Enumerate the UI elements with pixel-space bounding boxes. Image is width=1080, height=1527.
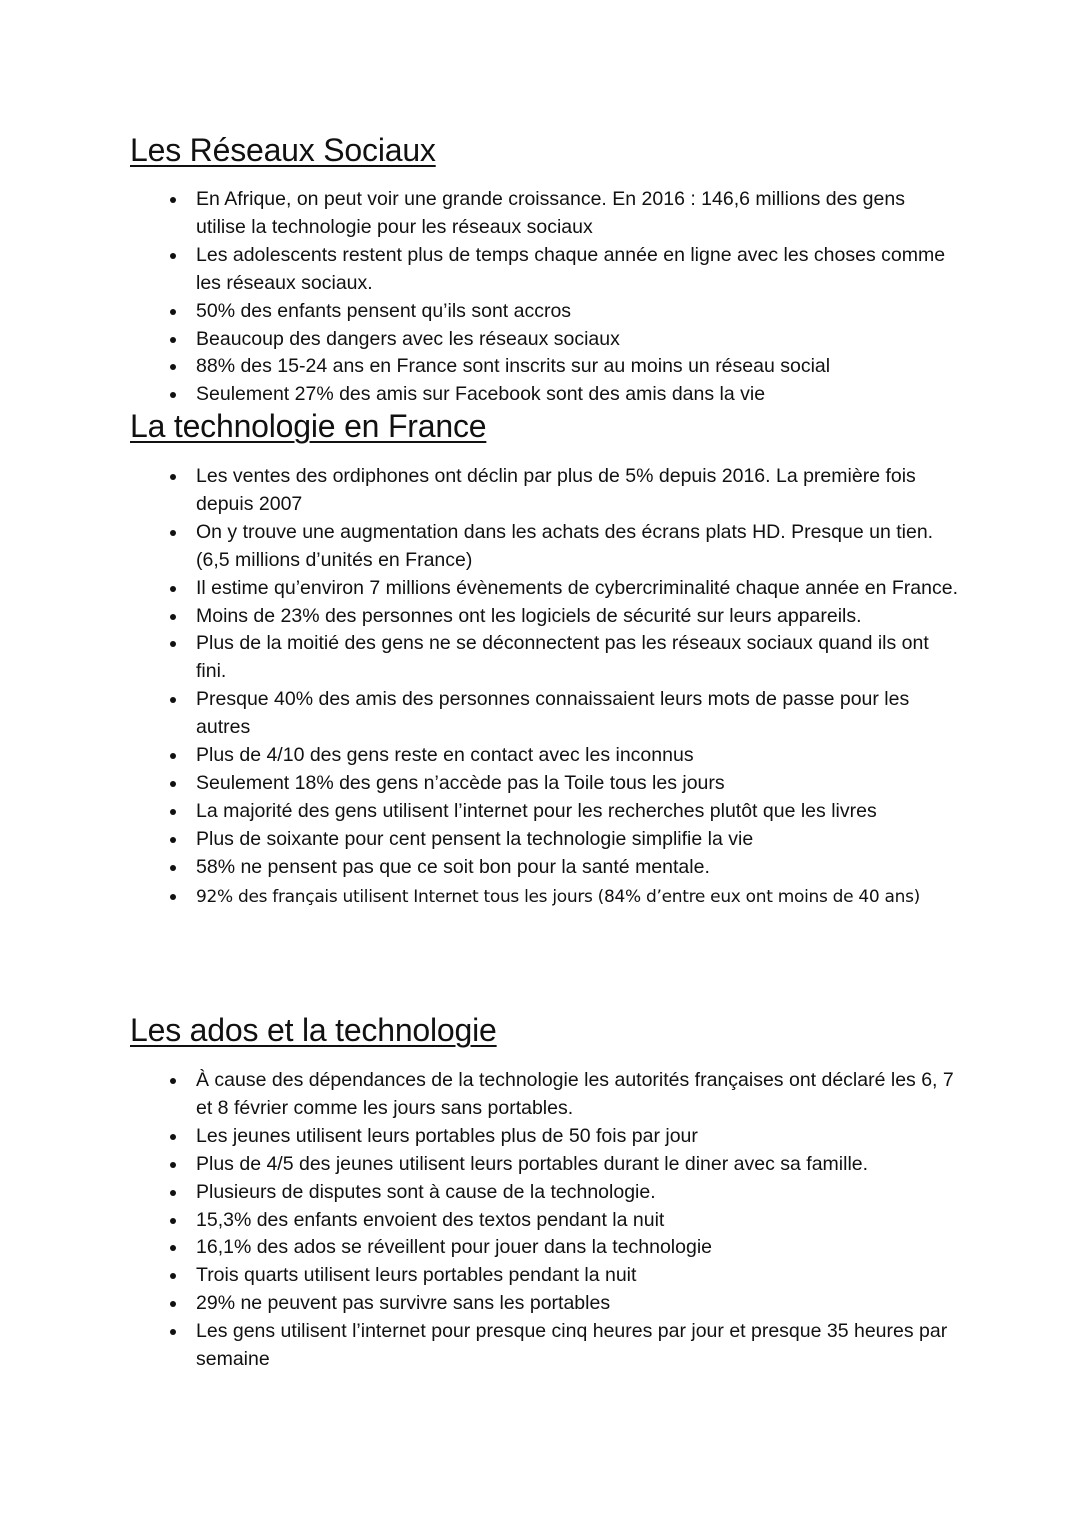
list-item: Presque 40% des amis des personnes connaissaient leurs mots de passe pour les autres	[170, 686, 960, 742]
list-item: Beaucoup des dangers avec les réseaux sociaux	[170, 326, 960, 354]
list-item: En Afrique, on peut voir une grande croissance. En 2016 : 146,6 millions des gens utilise la technologie pour les réseaux sociaux	[170, 186, 960, 242]
list-item: 88% des 15-24 ans en France sont inscrits sur au moins un réseau social	[170, 353, 960, 381]
list-item: 29% ne peuvent pas survivre sans les portables	[170, 1290, 960, 1318]
list-item: Trois quarts utilisent leurs portables pendant la nuit	[170, 1262, 960, 1290]
list-item: Il estime qu’environ 7 millions évènements de cybercriminalité chaque année en France.	[170, 575, 960, 603]
list-item: 92% des français utilisent Internet tous les jours (84% d’entre eux ont moins de 40 ans)	[170, 882, 960, 912]
section-title-reseaux-sociaux: Les Réseaux Sociaux	[130, 132, 436, 168]
list-item: Moins de 23% des personnes ont les logiciels de sécurité sur leurs appareils.	[170, 603, 960, 631]
list-item: Les jeunes utilisent leurs portables plus de 50 fois par jour	[170, 1123, 960, 1151]
list-item: À cause des dépendances de la technologie les autorités françaises ont déclaré les 6, 7 et 8 février comme les jours sans portables.	[170, 1067, 960, 1123]
bullet-list-technologie-france	[170, 463, 960, 912]
section-title-technologie-france: La technologie en France	[130, 408, 487, 444]
list-item: 50% des enfants pensent qu’ils sont accros	[170, 298, 960, 326]
list-item: Plus de soixante pour cent pensent la technologie simplifie la vie	[170, 826, 960, 854]
bullet-list-reseaux-sociaux	[170, 186, 960, 409]
list-item: 16,1% des ados se réveillent pour jouer dans la technologie	[170, 1234, 960, 1262]
list-item: 15,3% des enfants envoient des textos pendant la nuit	[170, 1207, 960, 1235]
list-item: Les gens utilisent l’internet pour presque cinq heures par jour et presque 35 heures par semaine	[170, 1318, 960, 1374]
list-item: 58% ne pensent pas que ce soit bon pour la santé mentale.	[170, 854, 960, 882]
bullet-list-ados-technologie	[170, 1067, 960, 1374]
list-item: Seulement 18% des gens n’accède pas la Toile tous les jours	[170, 770, 960, 798]
list-item: Plus de la moitié des gens ne se déconnectent pas les réseaux sociaux quand ils ont fini.	[170, 630, 960, 686]
list-item: Les adolescents restent plus de temps chaque année en ligne avec les choses comme les réseaux sociaux.	[170, 242, 960, 298]
list-item: On y trouve une augmentation dans les achats des écrans plats HD. Presque un tien. (6,5 millions d’unités en France)	[170, 519, 960, 575]
list-item: La majorité des gens utilisent l’internet pour les recherches plutôt que les livres	[170, 798, 960, 826]
list-item: Plus de 4/10 des gens reste en contact avec les inconnus	[170, 742, 960, 770]
list-item: Plus de 4/5 des jeunes utilisent leurs portables durant le diner avec sa famille.	[170, 1151, 960, 1179]
list-item: Seulement 27% des amis sur Facebook sont des amis dans la vie	[170, 381, 960, 409]
section-title-ados-technologie: Les ados et la technologie	[130, 1012, 497, 1048]
list-item: Les ventes des ordiphones ont déclin par plus de 5% depuis 2016. La première fois depuis 2007	[170, 463, 960, 519]
list-item: Plusieurs de disputes sont à cause de la technologie.	[170, 1179, 960, 1207]
